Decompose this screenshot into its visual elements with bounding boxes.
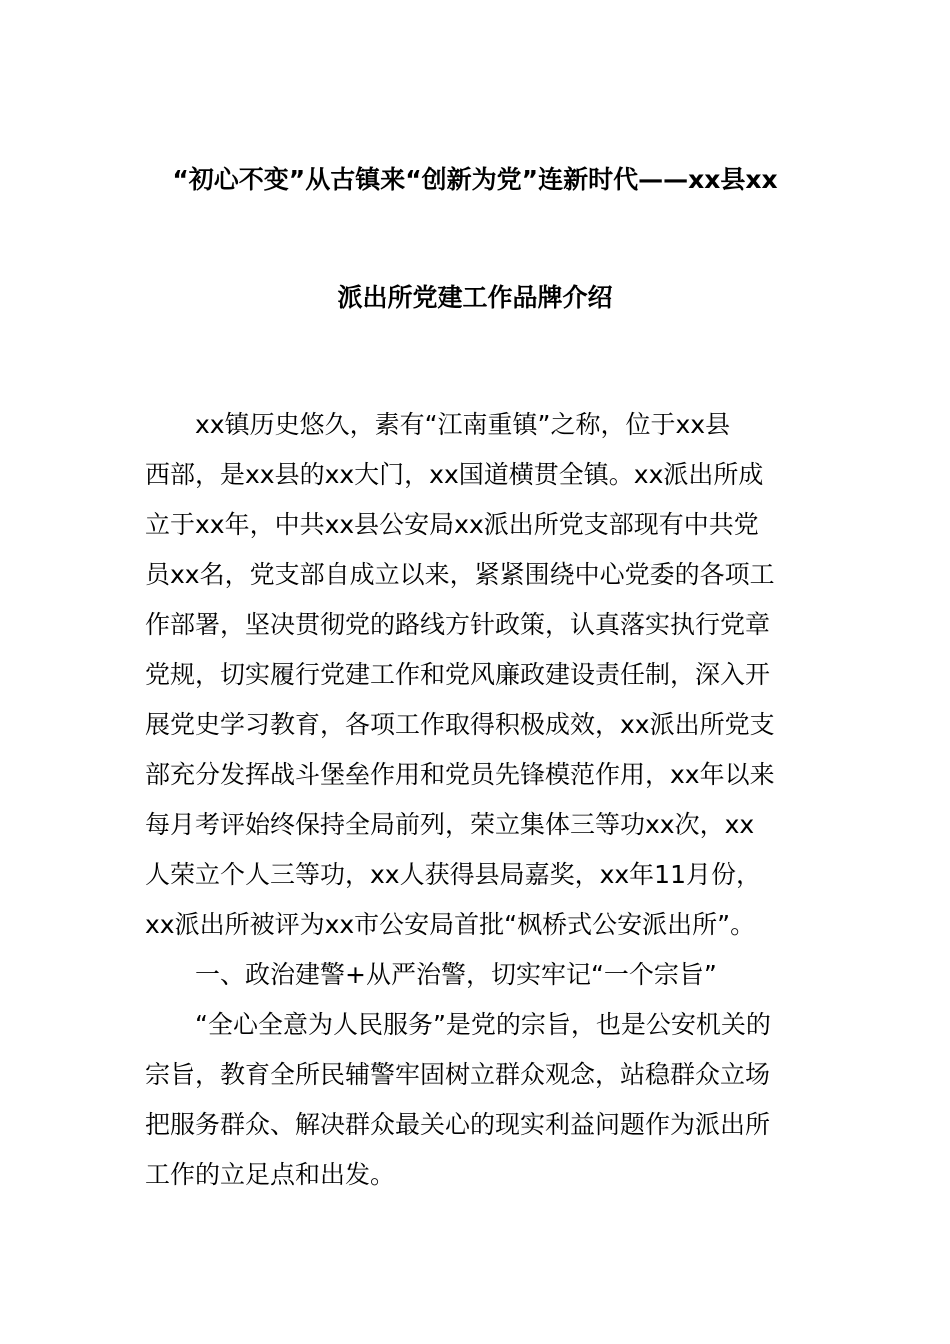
paragraph-line: 工作的立足点和出发。: [145, 1160, 396, 1189]
paragraph-line: “全心全意为人民服务”是党的宗旨，也是公安机关的: [195, 1010, 771, 1039]
paragraph-line: 展党史学习教育，各项工作取得积极成效，xx派出所党支: [145, 710, 775, 739]
paragraph-line: 作部署，坚决贯彻党的路线方针政策，认真落实执行党章: [145, 610, 771, 639]
paragraph-line: 把服务群众、解决群众最关心的现实利益问题作为派出所: [145, 1110, 771, 1139]
paragraph-intro: [145, 400, 825, 950]
paragraph-line: 每月考评始终保持全局前列，荣立集体三等功xx次，xx: [145, 810, 755, 839]
document-title-line-2: 派出所党建工作品牌介绍: [337, 283, 613, 312]
paragraph-line: 人荣立个人三等功，xx人获得县局嘉奖，xx年11月份，: [145, 860, 761, 889]
section-heading-1: [145, 950, 825, 1000]
document-title-line-1: “初心不变”从古镇来“创新为党”连新时代——xx县xx: [172, 165, 778, 194]
paragraph-line: 员xx名，党支部自成立以来，紧紧围绕中心党委的各项工: [145, 560, 775, 589]
paragraph-line: 宗旨，教育全所民辅警牢固树立群众观念，站稳群众立场: [145, 1060, 771, 1089]
paragraph-line: xx派出所被评为xx市公安局首批“枫桥式公安派出所”。: [145, 910, 756, 939]
paragraph-section-1: [145, 1000, 825, 1200]
paragraph-line: xx镇历史悠久，素有“江南重镇”之称，位于xx县: [195, 410, 731, 439]
document-body: [145, 400, 825, 1200]
paragraph-line: 西部，是xx县的xx大门，xx国道横贯全镇。xx派出所成: [145, 460, 764, 489]
paragraph-line: 部充分发挥战斗堡垒作用和党员先锋模范作用，xx年以来: [145, 760, 775, 789]
section-heading-text: 一、政治建警+从严治警，切实牢记“一个宗旨”: [195, 960, 717, 989]
paragraph-line: 党规，切实履行党建工作和党风廉政建设责任制，深入开: [145, 660, 771, 689]
paragraph-line: 立于xx年，中共xx县公安局xx派出所党支部现有中共党: [145, 510, 759, 539]
